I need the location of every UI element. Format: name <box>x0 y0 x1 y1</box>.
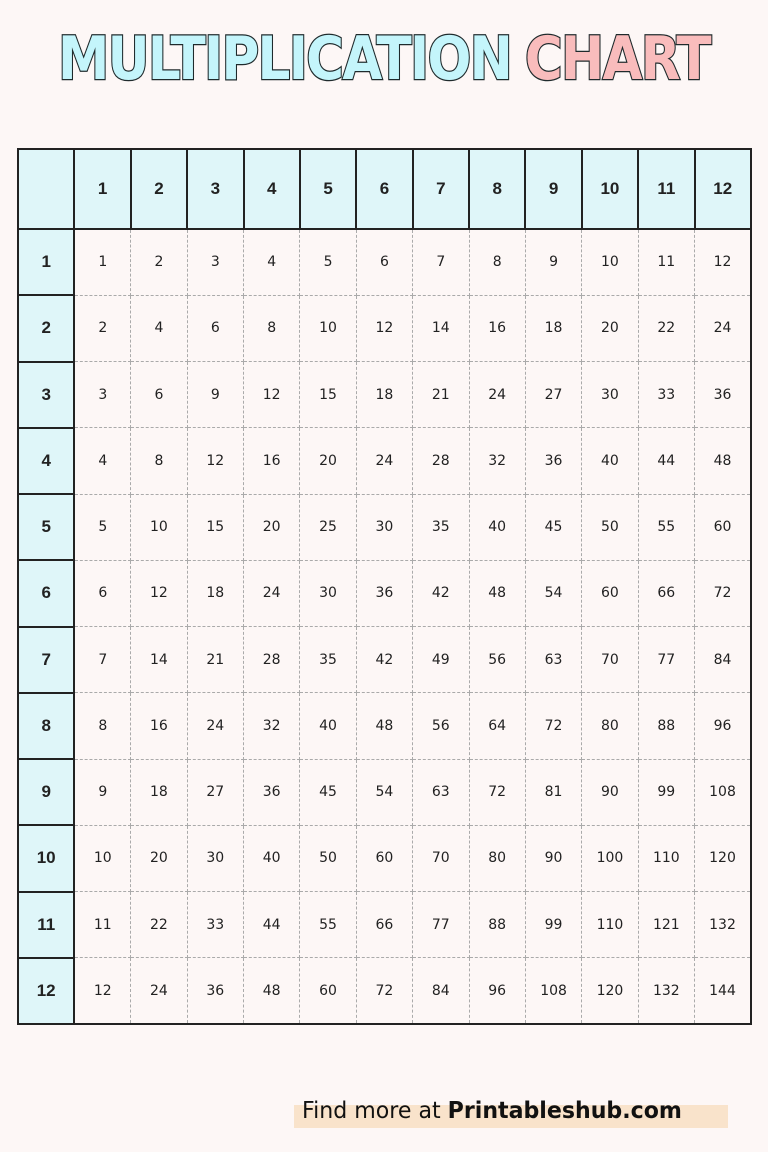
table-row <box>18 494 751 560</box>
product-cell: 20 <box>582 295 638 361</box>
product-cell: 30 <box>356 494 412 560</box>
column-header: 2 <box>131 149 187 229</box>
column-header: 11 <box>638 149 694 229</box>
multiplication-table <box>17 148 752 1025</box>
product-cell: 8 <box>131 428 187 494</box>
product-cell: 20 <box>244 494 300 560</box>
product-cell: 84 <box>413 958 469 1024</box>
product-cell: 16 <box>131 693 187 759</box>
product-cell: 33 <box>187 892 243 958</box>
row-header: 11 <box>18 892 74 958</box>
product-cell: 22 <box>638 295 694 361</box>
product-cell: 108 <box>695 759 752 825</box>
column-header: 7 <box>413 149 469 229</box>
product-cell: 4 <box>131 295 187 361</box>
column-header: 10 <box>582 149 638 229</box>
product-cell: 18 <box>525 295 581 361</box>
product-cell: 48 <box>356 693 412 759</box>
product-cell: 4 <box>244 229 300 295</box>
product-cell: 15 <box>300 362 356 428</box>
product-cell: 77 <box>413 892 469 958</box>
product-cell: 30 <box>187 825 243 891</box>
product-cell: 45 <box>525 494 581 560</box>
title-multiplication: MULTIPLICATION <box>58 24 512 94</box>
product-cell: 56 <box>413 693 469 759</box>
product-cell: 44 <box>638 428 694 494</box>
product-cell: 49 <box>413 627 469 693</box>
product-cell: 16 <box>244 428 300 494</box>
row-header: 1 <box>18 229 74 295</box>
product-cell: 90 <box>582 759 638 825</box>
table-row <box>18 892 751 958</box>
row-header: 6 <box>18 560 74 626</box>
column-header: 1 <box>74 149 130 229</box>
column-header: 6 <box>356 149 412 229</box>
product-cell: 80 <box>469 825 525 891</box>
product-cell: 40 <box>582 428 638 494</box>
product-cell: 5 <box>300 229 356 295</box>
product-cell: 10 <box>300 295 356 361</box>
product-cell: 2 <box>131 229 187 295</box>
footer-banner <box>294 1098 728 1128</box>
table-row <box>18 958 751 1024</box>
table-row <box>18 759 751 825</box>
product-cell: 9 <box>74 759 130 825</box>
row-header: 8 <box>18 693 74 759</box>
product-cell: 12 <box>187 428 243 494</box>
product-cell: 21 <box>187 627 243 693</box>
product-cell: 24 <box>131 958 187 1024</box>
product-cell: 36 <box>244 759 300 825</box>
product-cell: 54 <box>356 759 412 825</box>
product-cell: 40 <box>244 825 300 891</box>
product-cell: 50 <box>300 825 356 891</box>
product-cell: 5 <box>74 494 130 560</box>
page-title <box>0 22 768 96</box>
product-cell: 32 <box>469 428 525 494</box>
product-cell: 56 <box>469 627 525 693</box>
product-cell: 70 <box>582 627 638 693</box>
product-cell: 110 <box>582 892 638 958</box>
product-cell: 84 <box>695 627 752 693</box>
row-header: 2 <box>18 295 74 361</box>
product-cell: 11 <box>74 892 130 958</box>
product-cell: 15 <box>187 494 243 560</box>
row-header: 12 <box>18 958 74 1024</box>
product-cell: 36 <box>695 362 752 428</box>
product-cell: 12 <box>74 958 130 1024</box>
product-cell: 18 <box>131 759 187 825</box>
product-cell: 48 <box>695 428 752 494</box>
product-cell: 21 <box>413 362 469 428</box>
product-cell: 99 <box>638 759 694 825</box>
product-cell: 32 <box>244 693 300 759</box>
product-cell: 6 <box>74 560 130 626</box>
product-cell: 54 <box>525 560 581 626</box>
product-cell: 10 <box>582 229 638 295</box>
product-cell: 35 <box>413 494 469 560</box>
row-header: 10 <box>18 825 74 891</box>
product-cell: 8 <box>469 229 525 295</box>
product-cell: 18 <box>356 362 412 428</box>
product-cell: 25 <box>300 494 356 560</box>
row-header: 3 <box>18 362 74 428</box>
product-cell: 3 <box>187 229 243 295</box>
product-cell: 10 <box>131 494 187 560</box>
product-cell: 63 <box>525 627 581 693</box>
table-row <box>18 362 751 428</box>
row-header: 9 <box>18 759 74 825</box>
product-cell: 63 <box>413 759 469 825</box>
product-cell: 20 <box>131 825 187 891</box>
product-cell: 18 <box>187 560 243 626</box>
table-row <box>18 560 751 626</box>
row-header: 7 <box>18 627 74 693</box>
product-cell: 9 <box>187 362 243 428</box>
column-header: 3 <box>187 149 243 229</box>
product-cell: 64 <box>469 693 525 759</box>
product-cell: 99 <box>525 892 581 958</box>
product-cell: 36 <box>525 428 581 494</box>
product-cell: 88 <box>638 693 694 759</box>
product-cell: 8 <box>244 295 300 361</box>
product-cell: 36 <box>187 958 243 1024</box>
product-cell: 10 <box>74 825 130 891</box>
table-row <box>18 295 751 361</box>
product-cell: 60 <box>300 958 356 1024</box>
header-row <box>18 149 751 229</box>
product-cell: 40 <box>469 494 525 560</box>
title-chart: CHART <box>524 24 710 94</box>
product-cell: 42 <box>413 560 469 626</box>
product-cell: 12 <box>131 560 187 626</box>
table-row <box>18 428 751 494</box>
column-header: 9 <box>525 149 581 229</box>
product-cell: 28 <box>244 627 300 693</box>
product-cell: 66 <box>638 560 694 626</box>
product-cell: 8 <box>74 693 130 759</box>
product-cell: 70 <box>413 825 469 891</box>
product-cell: 108 <box>525 958 581 1024</box>
corner-cell <box>18 149 74 229</box>
product-cell: 30 <box>300 560 356 626</box>
product-cell: 4 <box>74 428 130 494</box>
product-cell: 20 <box>300 428 356 494</box>
product-cell: 72 <box>469 759 525 825</box>
product-cell: 55 <box>300 892 356 958</box>
product-cell: 81 <box>525 759 581 825</box>
product-cell: 36 <box>356 560 412 626</box>
product-cell: 12 <box>356 295 412 361</box>
product-cell: 9 <box>525 229 581 295</box>
product-cell: 100 <box>582 825 638 891</box>
product-cell: 60 <box>695 494 752 560</box>
table-row <box>18 229 751 295</box>
product-cell: 24 <box>695 295 752 361</box>
product-cell: 28 <box>413 428 469 494</box>
product-cell: 77 <box>638 627 694 693</box>
product-cell: 96 <box>695 693 752 759</box>
product-cell: 90 <box>525 825 581 891</box>
product-cell: 42 <box>356 627 412 693</box>
column-header: 5 <box>300 149 356 229</box>
product-cell: 48 <box>469 560 525 626</box>
product-cell: 120 <box>582 958 638 1024</box>
product-cell: 30 <box>582 362 638 428</box>
table-row <box>18 627 751 693</box>
product-cell: 12 <box>244 362 300 428</box>
product-cell: 3 <box>74 362 130 428</box>
product-cell: 6 <box>187 295 243 361</box>
product-cell: 132 <box>638 958 694 1024</box>
product-cell: 12 <box>695 229 752 295</box>
column-header: 12 <box>695 149 752 229</box>
product-cell: 27 <box>187 759 243 825</box>
product-cell: 110 <box>638 825 694 891</box>
product-cell: 60 <box>582 560 638 626</box>
product-cell: 40 <box>300 693 356 759</box>
footer-site: Printableshub.com <box>447 1098 682 1124</box>
product-cell: 121 <box>638 892 694 958</box>
product-cell: 7 <box>413 229 469 295</box>
product-cell: 88 <box>469 892 525 958</box>
table-row <box>18 693 751 759</box>
product-cell: 45 <box>300 759 356 825</box>
product-cell: 11 <box>638 229 694 295</box>
product-cell: 50 <box>582 494 638 560</box>
product-cell: 1 <box>74 229 130 295</box>
product-cell: 24 <box>244 560 300 626</box>
product-cell: 14 <box>413 295 469 361</box>
product-cell: 6 <box>356 229 412 295</box>
product-cell: 48 <box>244 958 300 1024</box>
row-header: 4 <box>18 428 74 494</box>
product-cell: 24 <box>356 428 412 494</box>
product-cell: 27 <box>525 362 581 428</box>
column-header: 8 <box>469 149 525 229</box>
product-cell: 72 <box>356 958 412 1024</box>
column-header: 4 <box>244 149 300 229</box>
product-cell: 22 <box>131 892 187 958</box>
product-cell: 60 <box>356 825 412 891</box>
footer-prefix: Find more at <box>302 1098 448 1124</box>
product-cell: 24 <box>187 693 243 759</box>
product-cell: 96 <box>469 958 525 1024</box>
product-cell: 33 <box>638 362 694 428</box>
product-cell: 72 <box>525 693 581 759</box>
table-row <box>18 825 751 891</box>
product-cell: 6 <box>131 362 187 428</box>
product-cell: 55 <box>638 494 694 560</box>
product-cell: 44 <box>244 892 300 958</box>
product-cell: 35 <box>300 627 356 693</box>
product-cell: 72 <box>695 560 752 626</box>
product-cell: 66 <box>356 892 412 958</box>
product-cell: 7 <box>74 627 130 693</box>
product-cell: 120 <box>695 825 752 891</box>
product-cell: 80 <box>582 693 638 759</box>
product-cell: 144 <box>695 958 752 1024</box>
row-header: 5 <box>18 494 74 560</box>
product-cell: 14 <box>131 627 187 693</box>
product-cell: 2 <box>74 295 130 361</box>
product-cell: 132 <box>695 892 752 958</box>
product-cell: 16 <box>469 295 525 361</box>
product-cell: 24 <box>469 362 525 428</box>
